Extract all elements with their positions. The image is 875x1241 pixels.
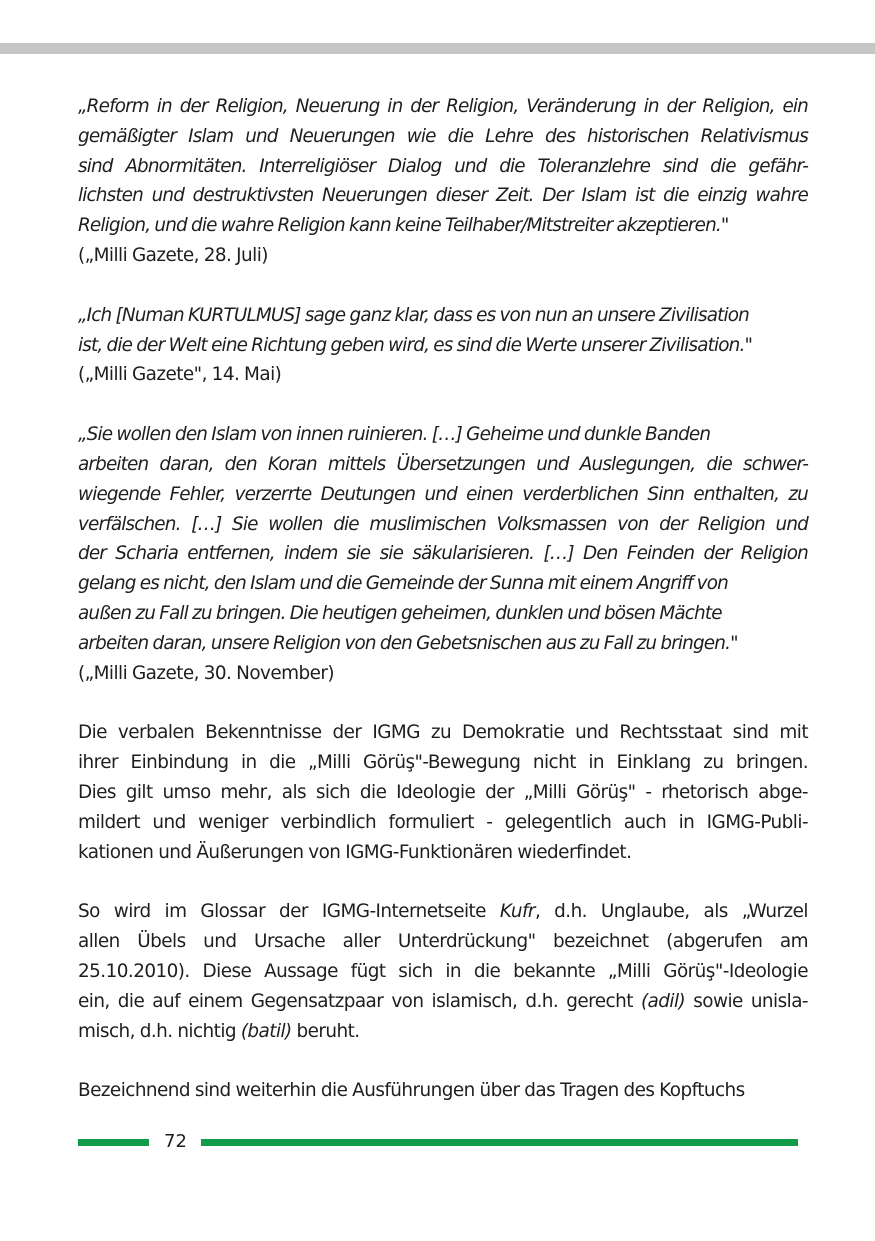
text-segment: So wird im Glossar der IGMG-Internetseite (78, 901, 500, 923)
text-segment: beruht. (291, 1020, 360, 1042)
paragraph-line: Dies gilt umso mehr, als sich die Ideologie der „Milli Görüş" - rhetorisch abge- (78, 781, 808, 803)
quote-line: ist, die der Welt eine Richtung geben wird, es sind die Werte unserer Zivilisation." (78, 334, 753, 356)
paragraph-line (78, 987, 808, 1017)
quote-line: gelang es nicht, den Islam und die Gemeinde der Sunna mit einem Angriff von (78, 573, 728, 595)
term-kufr: Kufr (499, 901, 535, 923)
page-number: 72 (164, 1131, 187, 1152)
text-segment: ein, die auf einem Gegensatzpaar von islamisch, d.h. gerecht (78, 990, 641, 1012)
quote-source: („Milli Gazete, 28. Juli) (78, 244, 268, 266)
quote-line: wiegende Fehler, verzerrte Deutungen und einen verderblichen Sinn enthalten, zu (78, 483, 808, 505)
header-gray-bar (0, 43, 875, 54)
paragraph-line: Die verbalen Bekenntnisse der IGMG zu Demokratie und Rechtsstaat sind mit (78, 722, 808, 744)
quote-line: gemäßigter Islam und Neuerungen wie die Lehre des historischen Relativismus (78, 125, 808, 147)
quote-line: „Ich [Numan KURTULMUS] sage ganz klar, dass es von nun an unsere Zivilisation (78, 304, 749, 326)
text-segment: misch, d.h. nichtig (78, 1020, 241, 1042)
text-segment: sowie unisla- (685, 990, 808, 1012)
quote-source: („Milli Gazete", 14. Mai) (78, 364, 282, 386)
paragraph-line: kationen und Äußerungen von IGMG-Funktionären wiederfindet. (78, 841, 632, 863)
quote-line: „Sie wollen den Islam von innen ruinieren. […] Geheime und dunkle Banden (78, 424, 711, 446)
quote-block-1 (78, 92, 808, 271)
text-segment: , d.h. Unglaube, als „Wurzel (534, 901, 808, 923)
quote-line: arbeiten daran, den Koran mittels Übersetzungen und Auslegungen, die schwer- (78, 453, 808, 475)
quote-line: lichsten und destruktivsten Neuerungen dieser Zeit. Der Islam ist die einzig wahre (78, 185, 808, 207)
body-paragraph-3 (78, 1076, 808, 1106)
quote-line: verfälschen. […] Sie wollen die muslimischen Volksmassen von der Religion und (78, 513, 808, 535)
term-batil: (batil) (240, 1020, 292, 1042)
page-footer (78, 1130, 798, 1154)
quote-line: arbeiten daran, unsere Religion von den Gebetsnischen aus zu Fall zu bringen." (78, 632, 738, 654)
paragraph-line: Bezeichnend sind weiterhin die Ausführungen über das Tragen des Kopftuchs (78, 1080, 745, 1102)
paragraph-line (78, 897, 808, 927)
body-paragraph-1 (78, 718, 808, 867)
paragraph-line: ihrer Einbindung in die „Milli Görüş"-Bewegung nicht in Einklang zu bringen. (78, 752, 808, 774)
quote-line: sind Abnormitäten. Interreligiöser Dialog und die Toleranzlehre sind die gefähr- (78, 155, 808, 177)
footer-green-rule-right (201, 1139, 798, 1146)
paragraph-line: mildert und weniger verbindlich formuliert - gelegentlich auch in IGMG-Publi- (78, 811, 808, 833)
quote-line: außen zu Fall zu bringen. Die heutigen geheimen, dunklen und bösen Mächte (78, 602, 722, 624)
body-paragraph-2 (78, 897, 808, 1046)
quote-source: („Milli Gazete, 30. November) (78, 662, 335, 684)
paragraph-line: allen Übels und Ursache aller Unterdrückung" bezeichnet (abgerufen am (78, 931, 808, 953)
quote-line: „Reform in der Religion, Neuerung in der Religion, Veränderung in der Religion, ein (78, 96, 808, 117)
quote-line: Religion, und die wahre Religion kann keine Teilhaber/Mitstreiter akzeptieren." (78, 215, 729, 237)
quote-block-2 (78, 301, 808, 390)
term-adil: (adil) (640, 990, 686, 1012)
paragraph-line: 25.10.2010). Diese Aussage fügt sich in die bekannte „Milli Görüş"-Ideologie (78, 960, 808, 982)
page-body (78, 92, 808, 1136)
quote-line: der Scharia entfernen, indem sie sie säkularisieren. […] Den Feinden der Religion (78, 543, 808, 565)
quote-block-3 (78, 420, 808, 688)
footer-green-rule-left (78, 1139, 149, 1146)
